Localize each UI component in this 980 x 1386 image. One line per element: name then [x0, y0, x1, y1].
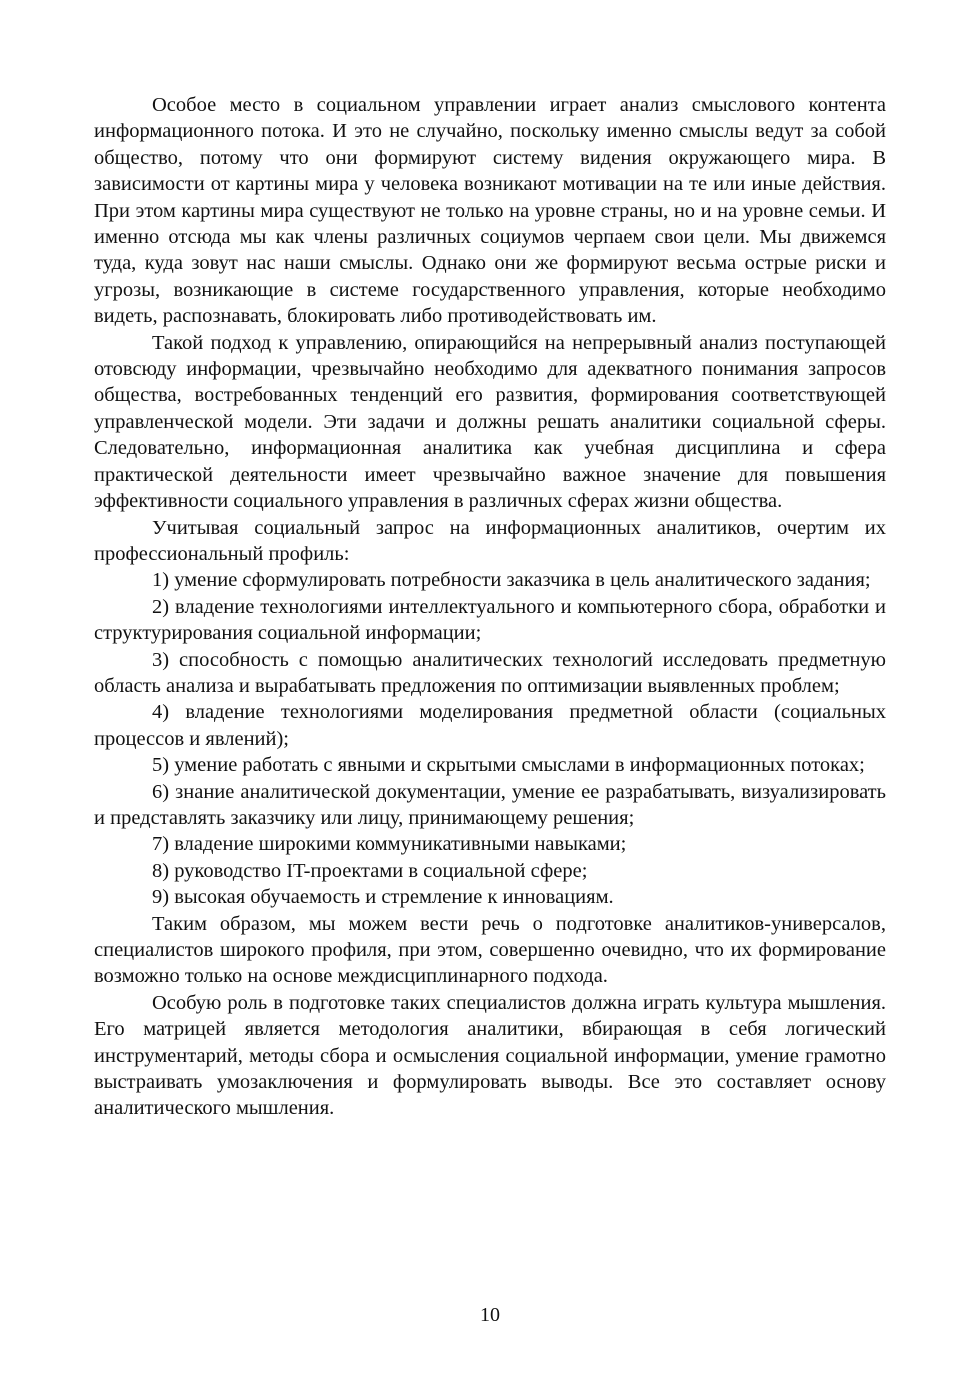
list-item-3: 3) способность с помощью аналитических технологий исследовать предметную область анализа и вырабатывать предложения по оптимизации выявленных проблем;: [94, 648, 886, 697]
list-item-6: 6) знание аналитической документации, умение ее разрабатывать, визуализировать и представлять заказчику или лицу, принимающему решения;: [94, 780, 886, 829]
list-item-5: 5) умение работать с явными и скрытыми смыслами в информационных потоках;: [152, 754, 865, 777]
page-number: 10: [480, 1304, 500, 1326]
list-item-2: 2) владение технологиями интеллектуального и компьютерного сбора, обработки и структурирования социальной информации;: [94, 595, 886, 645]
list-item-8: 8) руководство IT-проектами в социальной сфере;: [152, 859, 588, 882]
paragraph-semantic-content: Особое место в социальном управлении играет анализ смыслового контента информационного потока. И это не случайно, поскольку именно смыслы ведут за собой общество, потому что они формируют систему видения окружающего мира. В зависимости от картины мира у человека возникают мотивации на те или иные действия. При этом картины мира существуют не только на уровне страны, но и на уровне семьи. И именно отсюда мы как члены различных социумов черпаем свои цели. Мы движемся туда, куда зовут нас наши смыслы. Однако они же формируют весьма острые риски и угрозы, возникающие в системе государственного управления, которые необходимо видеть, распознавать, блокировать либо противодействовать им.: [94, 94, 886, 328]
paragraph-management-approach: Такой подход к управлению, опирающийся на непрерывный анализ поступающей отовсюду информации, чрезвычайно необходимо для адекватного понимания запросов общества, востребованных тенденций его развития, формирования соответствующей управленческой модели. Эти задачи и должны решать аналитики социальной сферы. Следовательно, информационная аналитика как учебная дисциплина и сфера практической деятельности имеет чрезвычайно важное значение для повышения эффективности социального управления в различных сферах жизни общества.: [94, 331, 886, 513]
list-item-9: 9) высокая обучаемость и стремление к инновациям.: [152, 886, 614, 909]
list-item-7: 7) владение широкими коммуникативными навыками;: [152, 833, 627, 856]
list-item-4: 4) владение технологиями моделирования предметной области (социальных процессов и явлений);: [94, 701, 886, 750]
paragraph-thinking-culture: Особую роль в подготовке таких специалистов должна играть культура мышления. Его матрицей является методология аналитики, вбирающая в себя логический инструментарий, методы сбора и осмысления социальной информации, умение грамотно выстраивать умозаключения и формулировать выводы. Все это составляет основу аналитического мышления.: [94, 991, 886, 1120]
page-body: [94, 92, 886, 1122]
paragraph-profile-intro: Учитывая социальный запрос на информационных аналитиков, очертим их профессиональный профиль:: [94, 516, 886, 565]
paragraph-conclusion: Таким образом, мы можем вести речь о подготовке аналитиков-универсалов, специалистов широкого профиля, при этом, совершенно очевидно, что их формирование возможно только на основе междисциплинарного подхода.: [94, 912, 886, 988]
list-item-1: 1) умение сформулировать потребности заказчика в цель аналитического задания;: [152, 569, 871, 592]
